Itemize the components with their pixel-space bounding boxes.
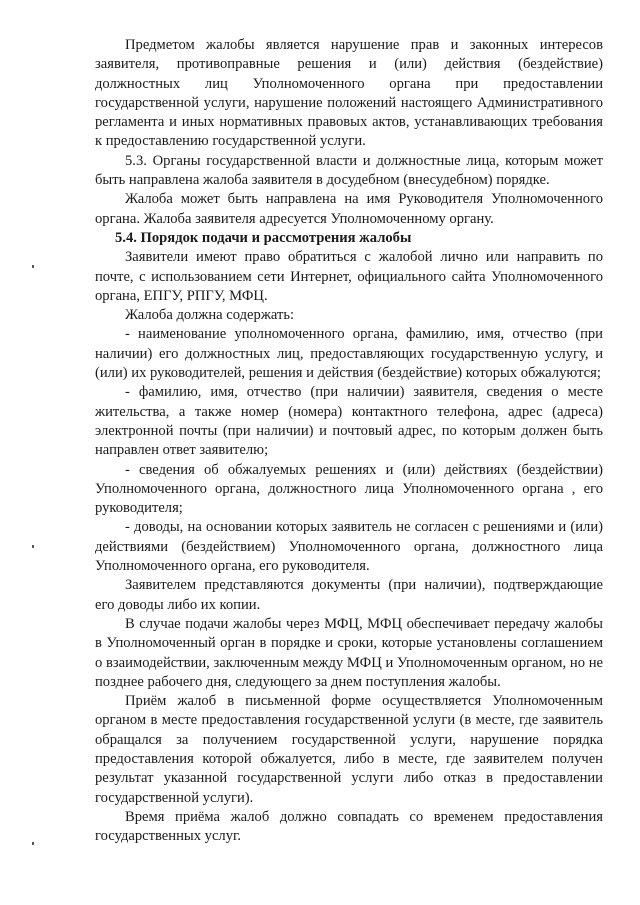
margin-mark: [32, 545, 34, 548]
list-item-arguments: - доводы, на основании которых заявитель не согласен с решениями и (или) действиями (бездействием) Уполномоченного органа, должностного лица Уполномоченного органа, его руководителя.: [95, 519, 603, 575]
document-body: [95, 36, 603, 846]
section-heading-5-4: 5.4. Порядок подачи и рассмотрения жалобы: [115, 229, 412, 246]
list-item-authority-name: - наименование уполномоченного органа, фамилию, имя, отчество (при наличии) его должностных лиц, предоставляющих государственную услугу, и (или) их руководителей, решения и действия (бездействие) которых обжалуются;: [95, 326, 603, 382]
list-item-appealed-decisions: - сведения об обжалуемых решениях и (или) действиях (бездействии) Уполномоченного органа, должностного лица Уполномоченного органа , его руководителя;: [95, 461, 603, 517]
paragraph-submission-channels: Заявители имеют право обратиться с жалобой лично или направить по почте, с использованием сети Интернет, официального сайта Уполномоченного органа, ЕПГУ, РПГУ, МФЦ.: [95, 249, 603, 304]
margin-mark: [32, 265, 34, 268]
paragraph-contents-intro: Жалоба должна содержать:: [125, 307, 295, 324]
paragraph-mfc-transfer: В случае подачи жалобы через МФЦ, МФЦ обеспечивает передачу жалобы в Уполномоченный орган в порядке и сроки, которые установлены соглашением о взаимодействии, заключенным между МФЦ и Уполномоченным органом, но не позднее рабочего дня, следующего за днем поступления жалобы.: [95, 615, 603, 690]
paragraph-written-reception: Приём жалоб в письменной форме осуществляется Уполномоченным органом в месте предоставления государственной услуги (в месте, где заявитель обращался за получением государственной услуги, нарушение порядка предоставления которой обжалуется, либо в месте, где заявителем получен результат указанной государственной услуги либо отказ в предоставлении государственной услуги).: [95, 693, 603, 806]
margin-mark: [32, 842, 34, 845]
paragraph-addressee: Жалоба может быть направлена на имя Руководителя Уполномоченного органа. Жалоба заявителя адресуется Уполномоченному органу.: [95, 191, 603, 227]
paragraph-5-3: 5.3. Органы государственной власти и должностные лица, которым может быть направлена жалоба заявителя в досудебном (внесудебном) порядке.: [95, 152, 603, 189]
list-item-applicant-details: - фамилию, имя, отчество (при наличии) заявителя, сведения о месте жительства, а также номер (номера) контактного телефона, адрес (адреса) электронной почты (при наличии) и почтовый адрес, по которым должен быть направлен ответ заявителю;: [95, 384, 603, 459]
paragraph-reception-time: Время приёма жалоб должно совпадать со временем предоставления государственных услуг.: [95, 808, 603, 845]
paragraph-supporting-documents: Заявителем представляются документы (при наличии), подтверждающие его доводы либо их копии.: [95, 577, 603, 613]
paragraph-subject: Предметом жалобы является нарушение прав и законных интересов заявителя, противоправные решения и (или) действия (бездействие) должностных лиц Уполномоченного органа при предоставлении государственной услуги, нарушение положений настоящего Административного регламента и иных нормативных правовых актов, устанавливающих требования к предоставлению государственной услуги.: [95, 37, 603, 150]
